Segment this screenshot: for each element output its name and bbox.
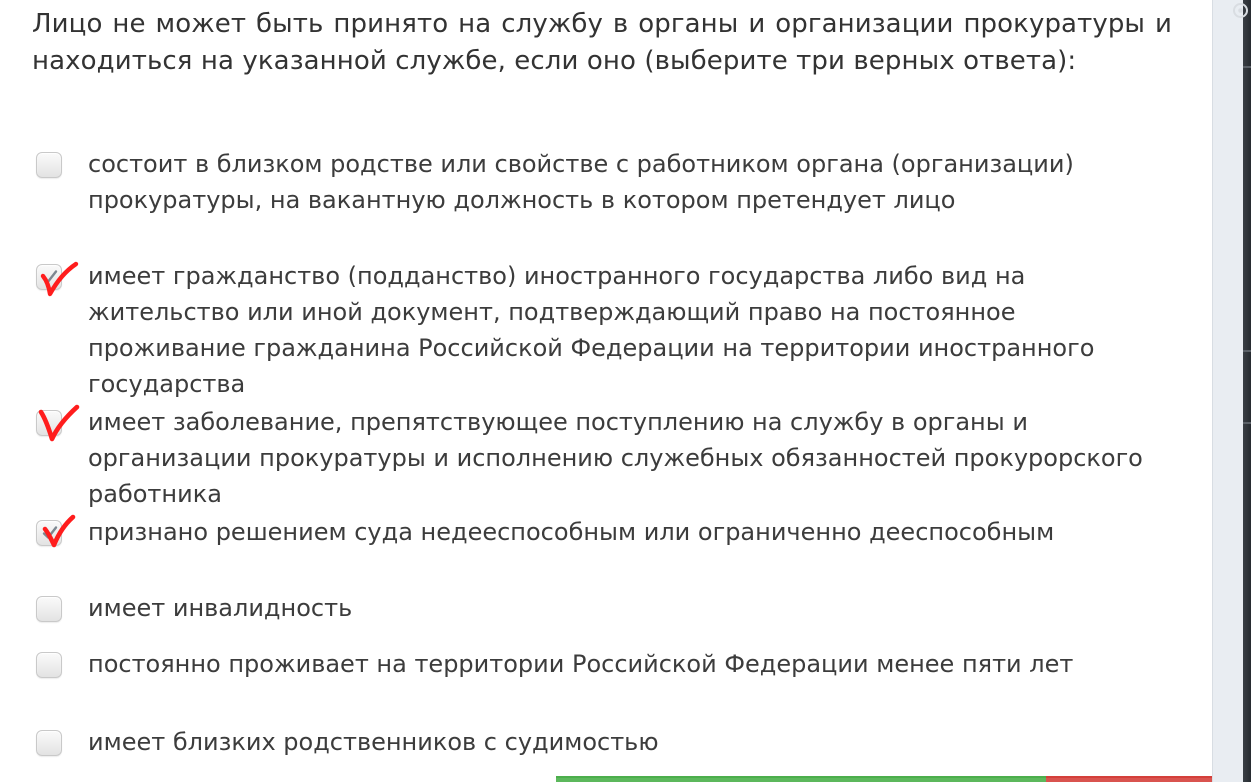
answer-option-3[interactable]: [36, 404, 1186, 512]
answer-label-7[interactable]: имеет близких родственников с судимостью: [88, 728, 659, 756]
question-text: Лицо не может быть принято на службу в органы и организации прокуратуры и находиться на указанной службе, если оно (выберите три верных ответа):: [32, 9, 1172, 76]
answer-checkbox-1[interactable]: [36, 152, 62, 178]
dark-window-edge: [1243, 0, 1251, 782]
answer-option-5[interactable]: [36, 590, 1186, 626]
answer-label-6[interactable]: постоянно проживает на территории Российской Федерации менее пяти лет: [88, 650, 1074, 678]
edge-divider: [1243, 66, 1251, 68]
bottom-progress-correct: [556, 776, 1046, 782]
settings-icon[interactable]: [1232, 2, 1249, 19]
bottom-progress-wrong: [1046, 776, 1212, 782]
answer-option-2[interactable]: [36, 258, 1186, 402]
answer-label-3[interactable]: имеет заболевание, препятствующее поступлению на службу в органы и организации прокуратуры и исполнению служебных обязанностей прокурорского работника: [88, 408, 1143, 508]
answer-checkbox-3[interactable]: [36, 410, 62, 436]
answer-option-1[interactable]: [36, 146, 1186, 254]
answer-checkbox-7[interactable]: [36, 730, 62, 756]
answer-label-2[interactable]: имеет гражданство (подданство) иностранного государства либо вид на жительство или иной документ, подтверждающий право на постоянное проживание гражданина Российской Федерации на территории иностранного государства: [88, 262, 1095, 398]
edge-divider: [1243, 350, 1251, 352]
edge-divider: [1243, 422, 1251, 424]
answer-checkbox-5[interactable]: [36, 596, 62, 622]
answer-option-4[interactable]: [36, 514, 1186, 586]
answer-label-4[interactable]: признано решением суда недееспособным или ограниченно дееспособным: [88, 518, 1055, 546]
answer-label-1[interactable]: состоит в близком родстве или свойстве с работником органа (организации) прокуратуры, на вакантную должность в котором претендует лицо: [88, 150, 1074, 214]
answer-option-7[interactable]: [36, 724, 1186, 760]
answer-checkbox-4[interactable]: [36, 520, 62, 546]
checkmark-icon: [41, 268, 59, 286]
right-scroll-area[interactable]: [1212, 0, 1251, 782]
answer-label-5[interactable]: имеет инвалидность: [88, 594, 353, 622]
answer-option-6[interactable]: [36, 646, 1186, 718]
answer-checkbox-6[interactable]: [36, 652, 62, 678]
answer-checkbox-2[interactable]: [36, 264, 62, 290]
checkmark-icon: [41, 524, 59, 542]
